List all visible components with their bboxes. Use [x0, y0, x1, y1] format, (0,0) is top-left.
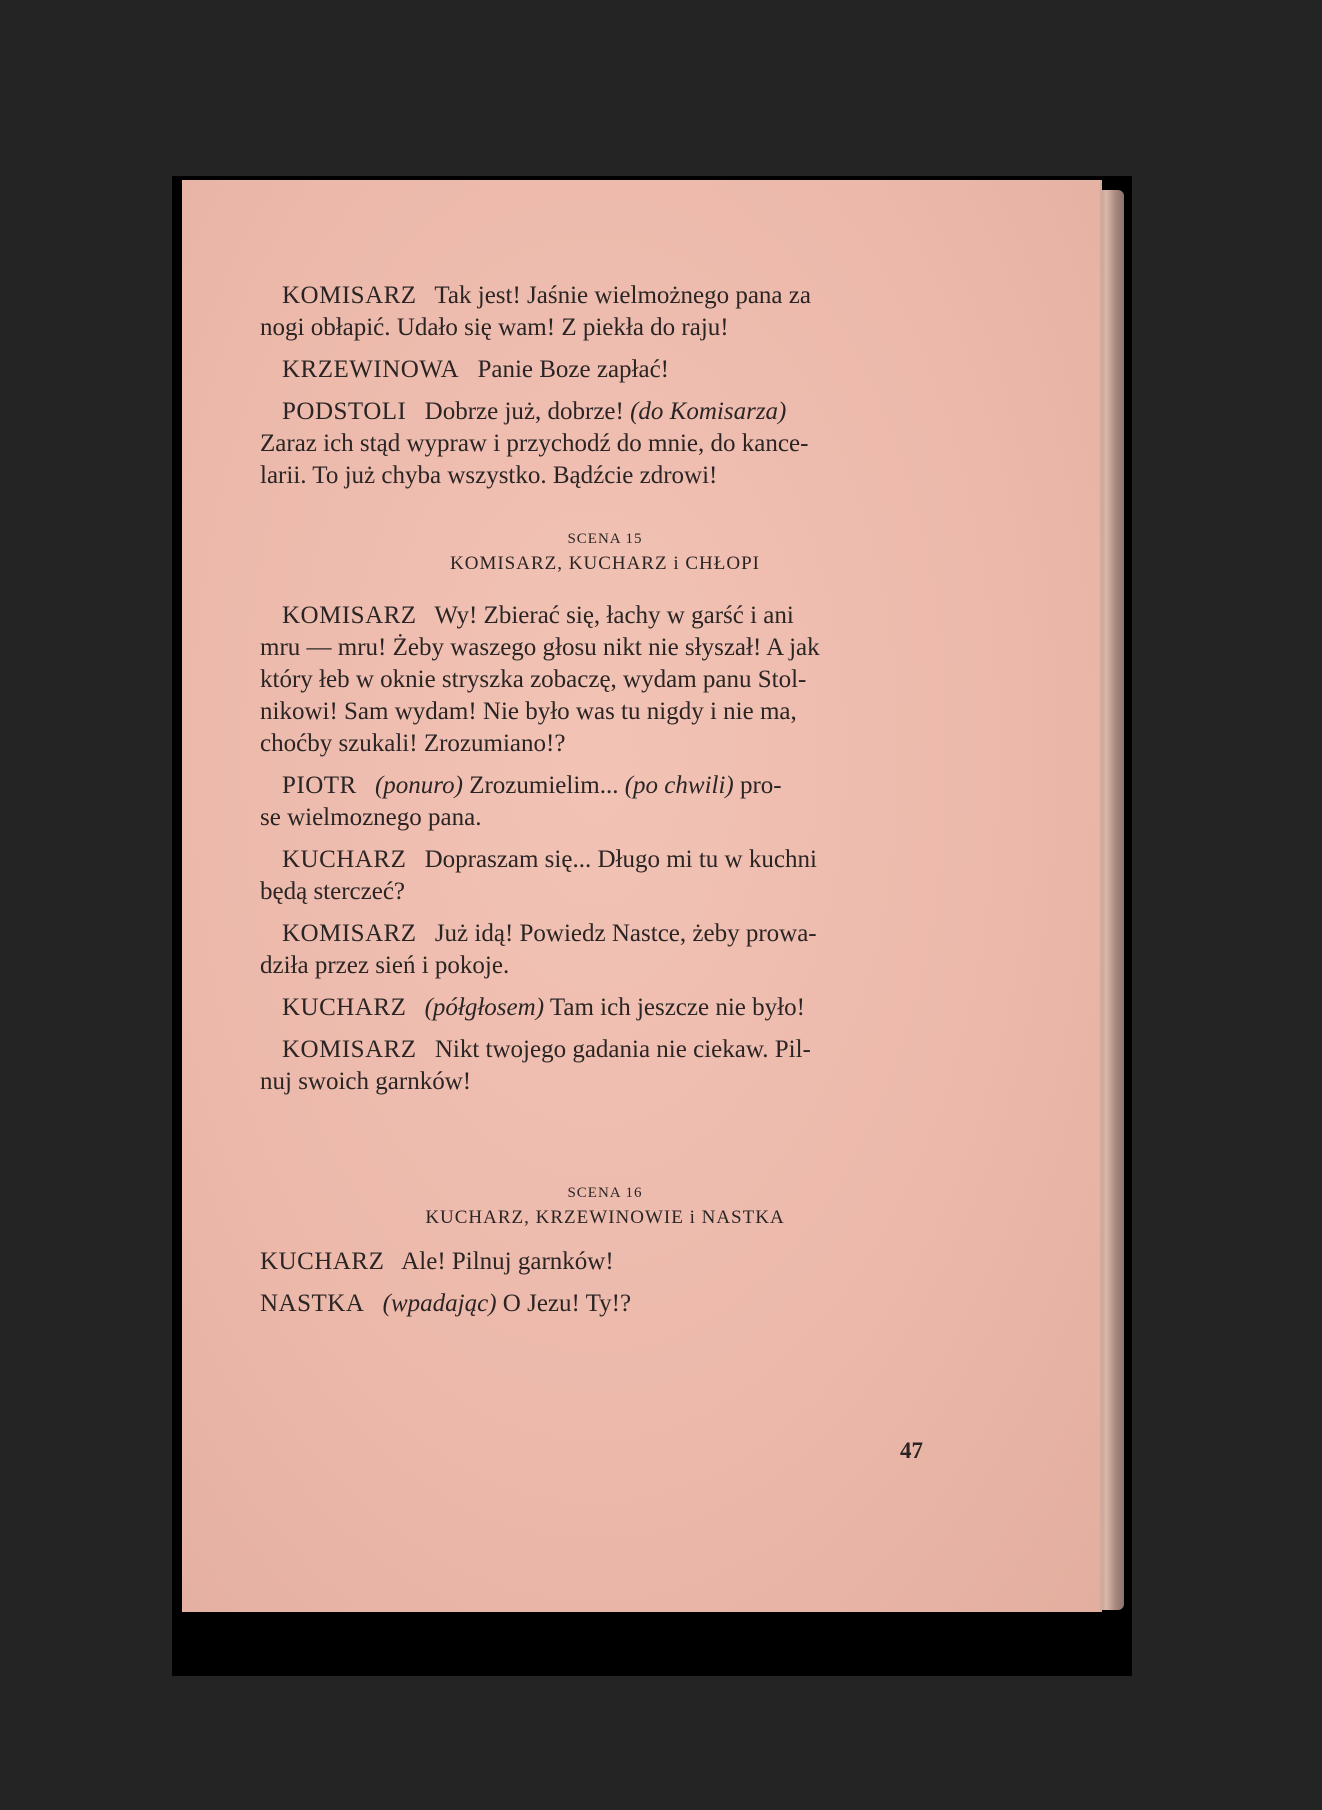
stage-direction: (ponuro)	[374, 772, 463, 799]
dialogue-line: Tak jest! Jaśnie wielmożnego pana za	[434, 282, 811, 309]
dialogue-line: Już idą! Powiedz Nastce, żeby prowa-	[434, 920, 817, 947]
stage-direction: (do Komisarza)	[630, 398, 787, 425]
dialogue-block	[260, 918, 950, 982]
speaker-name: KRZEWINOWA	[282, 356, 460, 383]
dialogue-line: Zaraz ich stąd wypraw i przychodź do mnie, do kance-	[260, 430, 809, 457]
dialogue-line: Nikt twojego gadania nie ciekaw. Pil-	[434, 1036, 811, 1063]
dialogue-line: który łeb w oknie stryszka zobaczę, wydam panu Stol-	[260, 666, 807, 693]
dialogue-block	[260, 354, 950, 386]
dialogue-line: nikowi! Sam wydam! Nie było was tu nigdy i nie ma,	[260, 698, 797, 725]
speaker-name: KUCHARZ	[282, 846, 407, 873]
speaker-name: KOMISARZ	[282, 1036, 417, 1063]
dialogue-line: larii. To już chyba wszystko. Bądźcie zdrowi!	[260, 462, 718, 489]
page-number: 47	[900, 1438, 923, 1463]
stage-direction: (wpadając)	[382, 1290, 497, 1317]
dialogue-line: nuj swoich garnków!	[260, 1068, 472, 1095]
dialogue-line: Dopraszam się... Długo mi tu w kuchni	[424, 846, 817, 873]
scene-heading	[260, 528, 950, 578]
dialogue-block	[260, 1034, 950, 1098]
speaker-name: NASTKA	[260, 1290, 365, 1317]
speaker-name: KOMISARZ	[282, 282, 417, 309]
dialogue-block	[260, 770, 950, 834]
scene-heading	[260, 1182, 950, 1232]
dialogue-line: se wielmoznego pana.	[260, 804, 482, 831]
scene-cast: KOMISARZ, KUCHARZ i CHŁOPI	[450, 553, 760, 574]
dialogue-block	[260, 1288, 950, 1320]
dialogue-line: Panie Boze zapłać!	[477, 356, 670, 383]
dialogue-block	[260, 992, 950, 1024]
dialogue-line: będą sterczeć?	[260, 878, 406, 905]
dialogue-line: mru — mru! Żeby waszego głosu nikt nie słyszał! A jak	[260, 634, 820, 661]
speaker-name: KUCHARZ	[260, 1248, 385, 1275]
dialogue-block	[260, 1246, 950, 1278]
dialogue-line: Wy! Zbierać się, łachy w garść i ani	[434, 602, 794, 629]
speaker-name: KOMISARZ	[282, 602, 417, 629]
dialogue-line: Zrozumielim...	[469, 772, 619, 799]
dialogue-block	[260, 844, 950, 908]
dialogue-line: pro-	[739, 772, 782, 799]
stage-direction: (półgłosem)	[424, 994, 545, 1021]
dialogue-line: Ale! Pilnuj garnków!	[401, 1248, 614, 1275]
stage-direction: (po chwili)	[624, 772, 734, 799]
scene-number: SCENA 16	[567, 1185, 643, 1201]
scene-cast: KUCHARZ, KRZEWINOWIE i NASTKA	[425, 1207, 785, 1228]
dialogue-line: dziła przez sień i pokoje.	[260, 952, 510, 979]
dialogue-line: Dobrze już, dobrze!	[424, 398, 624, 425]
dialogue-line: nogi obłapić. Udało się wam! Z piekła do raju!	[260, 314, 729, 341]
dialogue-block	[260, 600, 950, 760]
scene-number: SCENA 15	[567, 531, 643, 547]
dialogue-block	[260, 396, 950, 492]
dialogue-line: Tam ich jeszcze nie było!	[549, 994, 805, 1021]
dialogue-line: O Jezu! Ty!?	[502, 1290, 632, 1317]
speaker-name: KOMISARZ	[282, 920, 417, 947]
dialogue-block	[260, 280, 950, 344]
speaker-name: PODSTOLI	[282, 398, 407, 425]
dialogue-line: choćby szukali! Zrozumiano!?	[260, 730, 566, 757]
play-text	[260, 280, 950, 1330]
speaker-name: PIOTR	[282, 772, 357, 799]
speaker-name: KUCHARZ	[282, 994, 407, 1021]
